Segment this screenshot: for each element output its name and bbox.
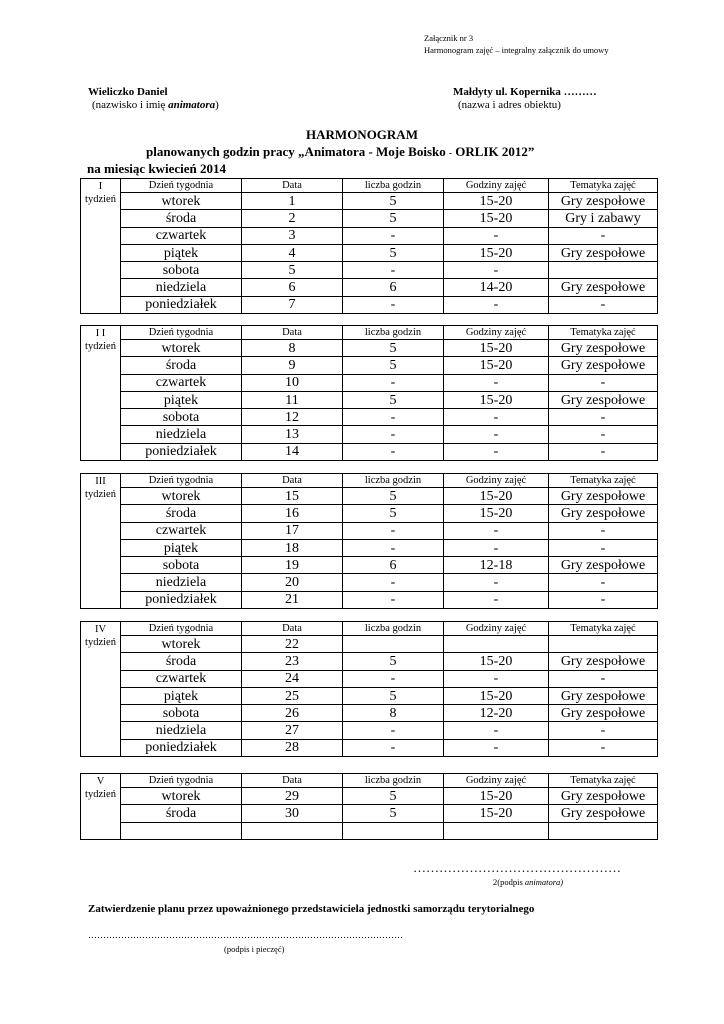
cell-class-hours: - bbox=[444, 591, 549, 608]
table-row bbox=[81, 426, 658, 443]
cell-topic: - bbox=[549, 539, 658, 556]
cell-day: środa bbox=[121, 653, 242, 670]
week-table-3 bbox=[80, 473, 658, 609]
facility-caption: (nazwa i adres obiektu) bbox=[458, 99, 561, 111]
column-header-hours-count: liczba godzin bbox=[343, 179, 444, 193]
cell-topic: Gry zespołowe bbox=[549, 340, 658, 357]
cell-class-hours: - bbox=[444, 670, 549, 687]
cell-day: czwartek bbox=[121, 227, 242, 244]
caption-emphasis: animatora bbox=[168, 99, 216, 111]
column-header-date: Data bbox=[242, 326, 343, 340]
cell-date: 15 bbox=[242, 488, 343, 505]
cell-class-hours: 14-20 bbox=[444, 279, 549, 296]
cell-topic: Gry zespołowe bbox=[549, 357, 658, 374]
caption-close: ) bbox=[215, 99, 219, 111]
table-row bbox=[81, 739, 658, 756]
cell-date: 30 bbox=[242, 805, 343, 822]
cell-topic: - bbox=[549, 722, 658, 739]
table-row bbox=[81, 557, 658, 574]
week-table-5 bbox=[80, 773, 658, 840]
table-row bbox=[81, 636, 658, 653]
cell-date: 3 bbox=[242, 227, 343, 244]
week-word: tydzień bbox=[85, 489, 116, 500]
table-row bbox=[81, 488, 658, 505]
cell-day: sobota bbox=[121, 262, 242, 279]
cell-class-hours: 15-20 bbox=[444, 687, 549, 704]
cell-hours-count: 5 bbox=[343, 687, 444, 704]
cell-date: 16 bbox=[242, 505, 343, 522]
animator-signature-caption bbox=[493, 877, 563, 887]
cell-class-hours: - bbox=[444, 227, 549, 244]
cell-day: niedziela bbox=[121, 426, 242, 443]
table-row bbox=[81, 670, 658, 687]
cell-day: środa bbox=[121, 210, 242, 227]
column-header-topic: Tematyka zajęć bbox=[549, 326, 658, 340]
cell-date: 19 bbox=[242, 557, 343, 574]
column-header-topic: Tematyka zajęć bbox=[549, 179, 658, 193]
cell-day: czwartek bbox=[121, 670, 242, 687]
cell-hours-count: - bbox=[343, 262, 444, 279]
cell-class-hours: - bbox=[444, 539, 549, 556]
cell-date: 25 bbox=[242, 687, 343, 704]
cell-class-hours: - bbox=[444, 443, 549, 460]
cell-topic: Gry zespołowe bbox=[549, 805, 658, 822]
table-row bbox=[81, 391, 658, 408]
cell-topic: Gry zespołowe bbox=[549, 557, 658, 574]
week-word: tydzień bbox=[85, 194, 116, 205]
animator-signature-line: ………………………………………… bbox=[413, 860, 621, 875]
document-subtitle bbox=[146, 144, 534, 160]
week-numeral: III bbox=[95, 476, 106, 487]
cell-class-hours: 12-20 bbox=[444, 705, 549, 722]
cell-hours-count: 6 bbox=[343, 279, 444, 296]
table-header-row bbox=[81, 622, 658, 636]
annex-description: Harmonogram zajęć – integralny załącznik do umowy bbox=[424, 45, 609, 55]
cell-date: 23 bbox=[242, 653, 343, 670]
signature-caption-emphasis: animatora) bbox=[524, 877, 564, 887]
cell-day: wtorek bbox=[121, 340, 242, 357]
cell-hours-count bbox=[343, 822, 444, 839]
cell-hours-count: 5 bbox=[343, 357, 444, 374]
cell-class-hours: 15-20 bbox=[444, 244, 549, 261]
cell-class-hours: 15-20 bbox=[444, 210, 549, 227]
week-label bbox=[81, 179, 121, 314]
cell-hours-count: - bbox=[343, 574, 444, 591]
cell-topic: - bbox=[549, 522, 658, 539]
column-header-class-hours: Godziny zajęć bbox=[444, 179, 549, 193]
cell-topic: Gry zespołowe bbox=[549, 687, 658, 704]
table-row bbox=[81, 279, 658, 296]
table-row bbox=[81, 788, 658, 805]
animator-name-caption bbox=[92, 99, 219, 111]
cell-day: poniedziałek bbox=[121, 296, 242, 313]
cell-hours-count: 5 bbox=[343, 805, 444, 822]
table-row bbox=[81, 193, 658, 210]
document-title: HARMONOGRAM bbox=[306, 127, 418, 142]
table-header-row bbox=[81, 326, 658, 340]
table-row bbox=[81, 722, 658, 739]
cell-topic: Gry zespołowe bbox=[549, 193, 658, 210]
subtitle-part-a: planowanych godzin pracy „Animatora - Moje Boisko bbox=[146, 144, 449, 159]
cell-hours-count: - bbox=[343, 670, 444, 687]
column-header-date: Data bbox=[242, 774, 343, 788]
week-word: tydzień bbox=[85, 789, 116, 800]
cell-hours-count: - bbox=[343, 443, 444, 460]
cell-day: piątek bbox=[121, 539, 242, 556]
week-label bbox=[81, 474, 121, 609]
cell-date: 2 bbox=[242, 210, 343, 227]
cell-topic: - bbox=[549, 409, 658, 426]
cell-day: środa bbox=[121, 805, 242, 822]
cell-date: 18 bbox=[242, 539, 343, 556]
table-row bbox=[81, 539, 658, 556]
cell-day: wtorek bbox=[121, 488, 242, 505]
table-row bbox=[81, 574, 658, 591]
cell-hours-count: - bbox=[343, 296, 444, 313]
table-row bbox=[81, 210, 658, 227]
cell-class-hours: - bbox=[444, 296, 549, 313]
cell-hours-count: - bbox=[343, 539, 444, 556]
cell-hours-count: 5 bbox=[343, 210, 444, 227]
cell-hours-count: 5 bbox=[343, 340, 444, 357]
table-row bbox=[81, 409, 658, 426]
cell-date: 5 bbox=[242, 262, 343, 279]
approval-signature-caption: (podpis i pieczęć) bbox=[224, 944, 285, 954]
cell-class-hours: 12-18 bbox=[444, 557, 549, 574]
table-row bbox=[81, 653, 658, 670]
cell-day: niedziela bbox=[121, 279, 242, 296]
cell-topic: - bbox=[549, 574, 658, 591]
column-header-date: Data bbox=[242, 622, 343, 636]
cell-date: 11 bbox=[242, 391, 343, 408]
month-line: na miesiąc kwiecień 2014 bbox=[87, 161, 227, 176]
cell-day: środa bbox=[121, 505, 242, 522]
table-header-row bbox=[81, 474, 658, 488]
column-header-hours-count: liczba godzin bbox=[343, 326, 444, 340]
cell-class-hours: 15-20 bbox=[444, 340, 549, 357]
column-header-day: Dzień tygodnia bbox=[121, 774, 242, 788]
cell-day bbox=[121, 822, 242, 839]
cell-date: 22 bbox=[242, 636, 343, 653]
cell-topic: - bbox=[549, 591, 658, 608]
cell-day: piątek bbox=[121, 391, 242, 408]
cell-class-hours: 15-20 bbox=[444, 505, 549, 522]
cell-class-hours: - bbox=[444, 374, 549, 391]
cell-day: czwartek bbox=[121, 374, 242, 391]
cell-topic: - bbox=[549, 296, 658, 313]
subtitle-dash: - bbox=[448, 148, 452, 158]
animator-name: Wieliczko Daniel bbox=[88, 86, 168, 98]
cell-date: 9 bbox=[242, 357, 343, 374]
cell-topic bbox=[549, 262, 658, 279]
week-label bbox=[81, 622, 121, 757]
column-header-day: Dzień tygodnia bbox=[121, 474, 242, 488]
cell-topic bbox=[549, 822, 658, 839]
table-row bbox=[81, 374, 658, 391]
cell-class-hours: - bbox=[444, 262, 549, 279]
cell-date: 27 bbox=[242, 722, 343, 739]
column-header-date: Data bbox=[242, 474, 343, 488]
cell-hours-count: - bbox=[343, 227, 444, 244]
table-header-row bbox=[81, 179, 658, 193]
cell-class-hours bbox=[444, 636, 549, 653]
cell-hours-count: - bbox=[343, 591, 444, 608]
cell-date bbox=[242, 822, 343, 839]
cell-day: sobota bbox=[121, 557, 242, 574]
cell-day: wtorek bbox=[121, 636, 242, 653]
column-header-class-hours: Godziny zajęć bbox=[444, 326, 549, 340]
cell-topic bbox=[549, 636, 658, 653]
column-header-topic: Tematyka zajęć bbox=[549, 622, 658, 636]
table-row bbox=[81, 805, 658, 822]
cell-topic: Gry zespołowe bbox=[549, 505, 658, 522]
cell-hours-count: - bbox=[343, 722, 444, 739]
cell-topic: - bbox=[549, 670, 658, 687]
column-header-class-hours: Godziny zajęć bbox=[444, 474, 549, 488]
week-word: tydzień bbox=[85, 341, 116, 352]
column-header-date: Data bbox=[242, 179, 343, 193]
cell-class-hours: - bbox=[444, 574, 549, 591]
cell-date: 24 bbox=[242, 670, 343, 687]
cell-day: sobota bbox=[121, 705, 242, 722]
cell-date: 12 bbox=[242, 409, 343, 426]
table-header-row bbox=[81, 774, 658, 788]
signature-caption-text: 2(podpis bbox=[493, 877, 525, 887]
cell-date: 4 bbox=[242, 244, 343, 261]
cell-topic: - bbox=[549, 443, 658, 460]
table-row bbox=[81, 443, 658, 460]
table-row bbox=[81, 340, 658, 357]
cell-hours-count: - bbox=[343, 739, 444, 756]
table-row bbox=[81, 591, 658, 608]
approval-signature-line: …………………………………………………………………………………………… bbox=[88, 930, 403, 940]
column-header-hours-count: liczba godzin bbox=[343, 474, 444, 488]
table-row bbox=[81, 357, 658, 374]
column-header-class-hours: Godziny zajęć bbox=[444, 622, 549, 636]
cell-hours-count: - bbox=[343, 374, 444, 391]
table-row bbox=[81, 262, 658, 279]
cell-topic: - bbox=[549, 374, 658, 391]
table-row bbox=[81, 522, 658, 539]
cell-class-hours: - bbox=[444, 739, 549, 756]
cell-topic: Gry zespołowe bbox=[549, 279, 658, 296]
column-header-day: Dzień tygodnia bbox=[121, 622, 242, 636]
cell-hours-count: 5 bbox=[343, 488, 444, 505]
column-header-day: Dzień tygodnia bbox=[121, 326, 242, 340]
cell-hours-count: 5 bbox=[343, 505, 444, 522]
cell-class-hours: 15-20 bbox=[444, 788, 549, 805]
cell-day: poniedziałek bbox=[121, 443, 242, 460]
cell-date: 17 bbox=[242, 522, 343, 539]
cell-topic: Gry zespołowe bbox=[549, 653, 658, 670]
cell-class-hours: 15-20 bbox=[444, 805, 549, 822]
cell-date: 29 bbox=[242, 788, 343, 805]
cell-day: piątek bbox=[121, 687, 242, 704]
cell-hours-count: 5 bbox=[343, 653, 444, 670]
cell-class-hours bbox=[444, 822, 549, 839]
cell-date: 20 bbox=[242, 574, 343, 591]
cell-class-hours: 15-20 bbox=[444, 193, 549, 210]
cell-hours-count: 5 bbox=[343, 391, 444, 408]
column-header-topic: Tematyka zajęć bbox=[549, 774, 658, 788]
cell-class-hours: 15-20 bbox=[444, 357, 549, 374]
cell-topic: Gry zespołowe bbox=[549, 705, 658, 722]
cell-day: środa bbox=[121, 357, 242, 374]
table-row bbox=[81, 244, 658, 261]
column-header-class-hours: Godziny zajęć bbox=[444, 774, 549, 788]
table-row bbox=[81, 822, 658, 839]
week-numeral: V bbox=[96, 776, 105, 787]
cell-class-hours: - bbox=[444, 522, 549, 539]
cell-day: wtorek bbox=[121, 788, 242, 805]
table-row bbox=[81, 227, 658, 244]
cell-hours-count: 6 bbox=[343, 557, 444, 574]
cell-topic: Gry zespołowe bbox=[549, 788, 658, 805]
cell-date: 8 bbox=[242, 340, 343, 357]
cell-date: 21 bbox=[242, 591, 343, 608]
week-label bbox=[81, 774, 121, 840]
cell-class-hours: 15-20 bbox=[444, 391, 549, 408]
facility-address: Małdyty ul. Kopernika ……… bbox=[453, 86, 597, 98]
column-header-day: Dzień tygodnia bbox=[121, 179, 242, 193]
column-header-hours-count: liczba godzin bbox=[343, 774, 444, 788]
cell-class-hours: - bbox=[444, 426, 549, 443]
cell-day: wtorek bbox=[121, 193, 242, 210]
cell-topic: Gry zespołowe bbox=[549, 488, 658, 505]
table-row bbox=[81, 687, 658, 704]
cell-date: 26 bbox=[242, 705, 343, 722]
cell-day: piątek bbox=[121, 244, 242, 261]
week-table-4 bbox=[80, 621, 658, 757]
cell-hours-count: 5 bbox=[343, 788, 444, 805]
cell-hours-count bbox=[343, 636, 444, 653]
cell-hours-count: 5 bbox=[343, 193, 444, 210]
cell-topic: Gry i zabawy bbox=[549, 210, 658, 227]
cell-day: czwartek bbox=[121, 522, 242, 539]
week-table-2 bbox=[80, 325, 658, 461]
column-header-hours-count: liczba godzin bbox=[343, 622, 444, 636]
cell-date: 28 bbox=[242, 739, 343, 756]
cell-topic: Gry zespołowe bbox=[549, 244, 658, 261]
cell-topic: - bbox=[549, 426, 658, 443]
cell-class-hours: 15-20 bbox=[444, 488, 549, 505]
cell-class-hours: - bbox=[444, 722, 549, 739]
subtitle-part-b: ORLIK 2012” bbox=[451, 144, 535, 159]
cell-class-hours: 15-20 bbox=[444, 653, 549, 670]
approval-text: Zatwierdzenie planu przez upoważnionego przedstawiciela jednostki samorządu terytorialnego bbox=[88, 903, 535, 915]
cell-hours-count: 5 bbox=[343, 244, 444, 261]
cell-day: sobota bbox=[121, 409, 242, 426]
cell-topic: - bbox=[549, 739, 658, 756]
cell-day: niedziela bbox=[121, 722, 242, 739]
annex-number: Załącznik nr 3 bbox=[424, 33, 474, 43]
table-row bbox=[81, 505, 658, 522]
cell-date: 1 bbox=[242, 193, 343, 210]
cell-hours-count: - bbox=[343, 522, 444, 539]
week-numeral: I I bbox=[95, 328, 106, 339]
cell-class-hours: - bbox=[444, 409, 549, 426]
column-header-topic: Tematyka zajęć bbox=[549, 474, 658, 488]
table-row bbox=[81, 705, 658, 722]
cell-day: poniedziałek bbox=[121, 591, 242, 608]
cell-day: niedziela bbox=[121, 574, 242, 591]
cell-topic: - bbox=[549, 227, 658, 244]
cell-hours-count: - bbox=[343, 426, 444, 443]
week-label bbox=[81, 326, 121, 461]
caption-text: (nazwisko i imię bbox=[92, 99, 169, 111]
cell-date: 14 bbox=[242, 443, 343, 460]
week-numeral: I bbox=[98, 181, 103, 192]
table-row bbox=[81, 296, 658, 313]
cell-topic: Gry zespołowe bbox=[549, 391, 658, 408]
week-word: tydzień bbox=[85, 637, 116, 648]
cell-hours-count: 8 bbox=[343, 705, 444, 722]
cell-date: 10 bbox=[242, 374, 343, 391]
cell-hours-count: - bbox=[343, 409, 444, 426]
cell-date: 7 bbox=[242, 296, 343, 313]
week-numeral: IV bbox=[94, 624, 107, 635]
cell-day: poniedziałek bbox=[121, 739, 242, 756]
week-table-1 bbox=[80, 178, 658, 314]
cell-date: 13 bbox=[242, 426, 343, 443]
cell-date: 6 bbox=[242, 279, 343, 296]
